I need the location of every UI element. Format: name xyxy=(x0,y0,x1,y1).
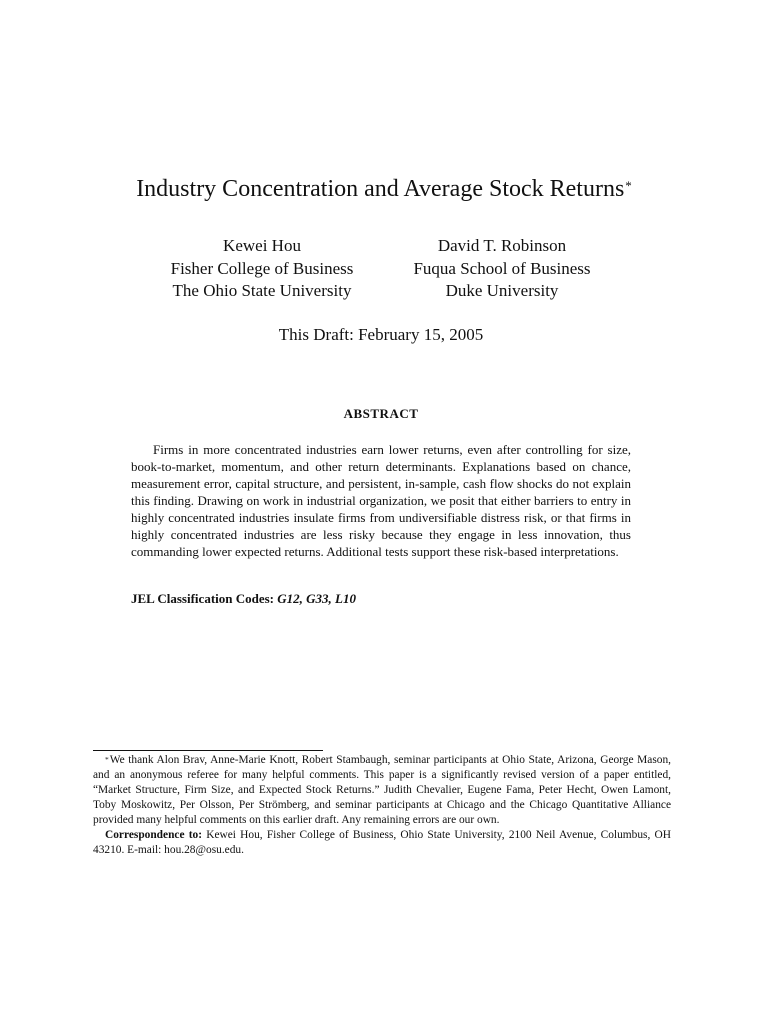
author-university: The Ohio State University xyxy=(172,281,352,300)
jel-label: JEL Classification Codes: xyxy=(131,591,275,606)
correspondence-label: Correspondence to: xyxy=(105,829,203,841)
author-school: Fuqua School of Business xyxy=(413,258,591,278)
jel-classification xyxy=(131,590,631,608)
title-footnote-marker: * xyxy=(625,178,632,193)
author-block-2 xyxy=(393,235,611,303)
jel-codes: G12, G33, L10 xyxy=(277,591,356,606)
footnote-thanks xyxy=(93,753,671,828)
author-name: David T. Robinson xyxy=(437,236,567,255)
footnote-marker: * xyxy=(105,755,109,764)
author-name: Kewei Hou xyxy=(223,236,301,255)
footnote-rule xyxy=(93,750,323,751)
correspondence-text: Kewei Hou, Fisher College of Business, Ohio State University, 2100 Neil Avenue, Columbus, OH 43210. E-mail: hou.28@osu.edu. xyxy=(93,829,671,856)
author-school: Fisher College of Business xyxy=(170,258,354,278)
paper-title xyxy=(0,174,768,204)
footnote-thanks-text: We thank Alon Brav, Anne-Marie Knott, Robert Stambaugh, seminar participants at Ohio State, Arizona, George Mason, and an anonymous referee for many helpful comments. This paper is a significantly revised version of a paper entitled, “Market Structure, Firm Size, and Expected Stock Returns.” Judith Chevalier, Eugene Fama, Peter Hecht, Owen Lamont, Toby Moskowitz, Per Olsson, Per Strömberg, and seminar participants at Chicago and the Chicago Quantitative Alliance provided many helpful comments on this earlier draft. Any remaining errors are our own. xyxy=(93,754,671,826)
abstract-heading: ABSTRACT xyxy=(343,406,419,421)
paper-title-text: Industry Concentration and Average Stock Returns xyxy=(136,176,625,202)
abstract-body: Firms in more concentrated industries earn lower returns, even after controlling for size, book-to-market, momentum, and other return determinants. Explanations based on chance, measurement error, capital structure, and persistent, in-sample, cash flow shocks do not explain this finding. Drawing on work in industrial organization, we posit that either barriers to entry in highly concentrated industries insulate firms from undiversifiable distress risk, or that firms in highly concentrated industries are less risky because they engage in less innovation, thus commanding lower expected returns. Additional tests support these risk-based interpretations. xyxy=(131,442,631,559)
author-university: Duke University xyxy=(445,281,559,300)
draft-date: This Draft: February 15, 2005 xyxy=(278,325,484,344)
author-block-1 xyxy=(133,235,391,303)
footnote-correspondence xyxy=(93,828,671,858)
footnotes xyxy=(93,753,671,858)
